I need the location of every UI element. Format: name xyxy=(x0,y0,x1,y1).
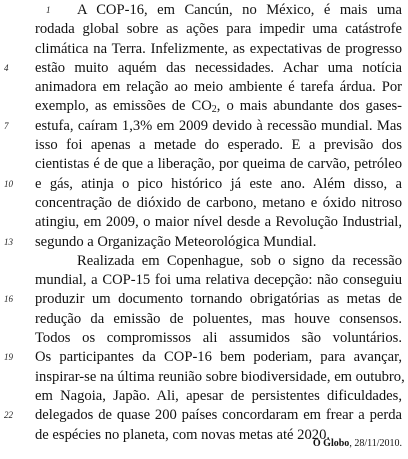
line-text: rodada global sobre as ações para impedir uma catástrofe xyxy=(35,21,402,38)
line-text: em Nagoia, Japão. Ali, apesar de persistentes dificuldades, xyxy=(35,387,402,404)
text-line xyxy=(35,194,402,213)
line-text: isso foi apenas a metade do esperado. E a previsão dos xyxy=(35,137,402,154)
line-number: 7 xyxy=(4,120,9,131)
line-text: cientistas é de que a liberação, por queima de carvão, petróleo xyxy=(35,156,402,173)
text-line xyxy=(35,155,402,174)
line-text: inspirar-se na última reunião sobre biodiversidade, em outubro, xyxy=(35,368,405,385)
text-line xyxy=(4,348,402,367)
line-number: 13 xyxy=(4,236,13,247)
text-line xyxy=(4,59,402,78)
line-text: exemplo, as emissões de CO xyxy=(35,98,212,115)
article-body xyxy=(4,1,405,445)
text-line xyxy=(35,20,402,39)
line-text: A COP-16, em Cancún, no México, é mais uma xyxy=(77,2,402,18)
line-text: concentração de dióxido de carbono, metano e óxido nitroso xyxy=(35,194,402,211)
source-date: , 28/11/2010. xyxy=(349,438,402,449)
text-line xyxy=(4,290,402,309)
line-text: de espécies no planeta, com novas metas até 2020. xyxy=(35,426,331,443)
line-text: estufa, caíram 1,3% em 2009 devido à recessão mundial. Mas xyxy=(35,117,402,134)
line-text: e gás, atinja o pico histórico já este ano. Além disso, a xyxy=(35,175,402,192)
text-line xyxy=(35,40,402,59)
subscript-text: 2 xyxy=(211,104,217,116)
line-text: Todos os compromissos ali assumidos são voluntários. xyxy=(35,330,402,347)
line-text: Os participantes da COP-16 bem poderiam, para avançar, xyxy=(35,349,402,366)
text-line xyxy=(35,97,402,116)
line-text: animadora em relação ao meio ambiente é tarefa árdua. Por xyxy=(35,79,402,96)
line-number: 1 xyxy=(46,5,51,15)
line-text: delegados de quase 200 países concordaram em frear a perda xyxy=(35,407,402,424)
line-number: 4 xyxy=(4,62,9,73)
line-text: segundo a Organização Meteorológica Mundial. xyxy=(35,233,317,250)
line-number: 16 xyxy=(4,294,13,305)
line-text: mundial, a COP-15 foi uma relativa decepção: não conseguiu xyxy=(35,272,402,289)
line-text: Realizada em Copenhague, sob o signo da recessão xyxy=(77,252,402,269)
text-line xyxy=(35,387,402,406)
line-number: 10 xyxy=(4,178,13,189)
line-text: estão muito aquém das necessidades. Achar uma notícia xyxy=(35,59,402,76)
line-number: 22 xyxy=(4,410,13,421)
text-line xyxy=(4,117,402,136)
line-text: redução da emissão de poluentes, mas houve consensos. xyxy=(35,310,402,327)
line-text: atingiu, em 2009, o maior nível desde a Revolução Industrial, xyxy=(35,214,402,231)
text-line xyxy=(4,233,402,252)
line-text: produzir um documento tornando obrigatórias as metas de xyxy=(35,291,402,308)
text-line xyxy=(35,78,402,97)
text-line xyxy=(4,406,402,425)
line-text: climática na Terra. Infelizmente, as expectativas de progresso xyxy=(35,40,402,57)
source-newspaper: O Globo xyxy=(312,438,350,449)
text-line xyxy=(35,213,402,232)
source-citation xyxy=(313,437,402,451)
text-line xyxy=(35,271,402,290)
text-line xyxy=(35,1,402,20)
text-line xyxy=(35,329,402,348)
text-line xyxy=(4,175,402,194)
line-text-continued: , o mais abundante dos gases- xyxy=(216,98,402,115)
text-line xyxy=(35,252,402,271)
text-line xyxy=(35,368,405,387)
text-line xyxy=(35,310,402,329)
text-line xyxy=(35,136,402,155)
line-number: 19 xyxy=(4,352,13,363)
